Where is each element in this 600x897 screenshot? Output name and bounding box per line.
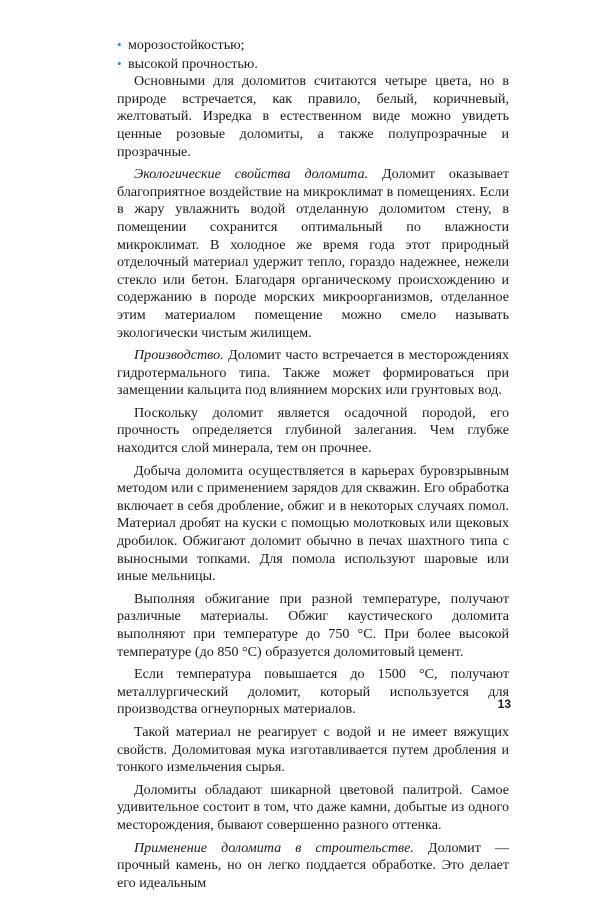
paragraph [117, 666, 509, 719]
bullet-text: морозостойкостью; [128, 37, 245, 53]
bullet-item [117, 36, 509, 55]
paragraph-lead: Применение доломита в строительстве. [134, 839, 414, 856]
paragraph-lead: Производство. [134, 347, 224, 364]
paragraph [117, 73, 509, 161]
paragraph-text: Выполняя обжигание при разной температуре, получают различные материалы. Обжиг каустического доломита выполняют при температуре до 750 °С. При более высокой температуре (до 850 °С) образуется доломитовый цемент. [117, 590, 509, 660]
paragraph [117, 347, 509, 400]
paragraph-text: Доломиты обладают шикарной цветовой палитрой. Самое удивительное состоит в том, что даже камни, добытые из одного месторождения, бывают совершенно разного оттенка. [117, 781, 509, 833]
paragraph [117, 782, 509, 835]
bullet-item [117, 55, 509, 74]
paragraph-text: Доломит часто встречается в месторождениях гидротермального типа. Также может формироваться при замещении кальцита под влиянием морских или грунтовых вод. [117, 347, 509, 399]
paragraph-text: Поскольку доломит является осадочной породой, его прочность определяется глубиной залегания. Чем глубже находится слой минерала, тем он прочнее. [117, 404, 509, 457]
paragraph [117, 724, 509, 777]
paragraph [117, 166, 509, 342]
paragraph [117, 463, 509, 586]
bullet-dot-icon: • [117, 55, 122, 71]
page-number: 13 [497, 697, 511, 711]
paragraph-text: Добыча доломита осуществляется в карьерах буровзрывным методом или с применением зарядов для скважин. Его обработка включает в себя дробление, обжиг и в некоторых случаях помол. Материал дробят на куски с помощью молотковых или щековых дробилок. Обжигают доломит обычно в печах шахтного типа с выносными топками. Для помола используют шаровые или иные мельницы. [117, 462, 509, 585]
paragraph-text: Если температура повышается до 1500 °С, получают металлургический доломит, который используется для производства огнеупорных материалов. [117, 666, 509, 718]
paragraph [117, 591, 509, 661]
body-text [117, 36, 509, 897]
bullet-dot-icon: • [117, 37, 122, 52]
paragraph [117, 840, 509, 893]
paragraph-text: Основными для доломитов считаются четыре цвета, но в природе встречается, как правило, белый, коричневый, желтоватый. Изредка в естественном виде можно увидеть ценные розовые доломиты, а также полупрозрачные и прозрачные. [117, 73, 509, 160]
paragraph-text: Доломит — прочный камень, но он легко поддается обработке. Это делает его идеальным [117, 839, 509, 891]
paragraph-text: Доломит оказывает благоприятное воздействие на микроклимат в помещениях. Если в жару увлажнить водой отделанную доломитом стену, в помещении сохранится оптимальный по влажности микроклимат. В холодное же время года этот природный отделочный материал удержит тепло, гораздо надежнее, нежели стекло или бетон. Благодаря органическому происхождению и содержанию в породе морских микроорганизмов, отделанное этим материалом помещение можно смело называть экологически чистым жилищем. [117, 166, 509, 341]
paragraph [117, 405, 509, 458]
paragraph-text: Такой материал не реагирует с водой и не имеет вяжущих свойств. Доломитовая мука изготавливается путем дробления и тонкого измельчения сырья. [117, 723, 509, 776]
paragraph-lead: Экологические свойства доломита. [134, 166, 369, 183]
bullet-text: высокой прочностью. [128, 55, 258, 72]
